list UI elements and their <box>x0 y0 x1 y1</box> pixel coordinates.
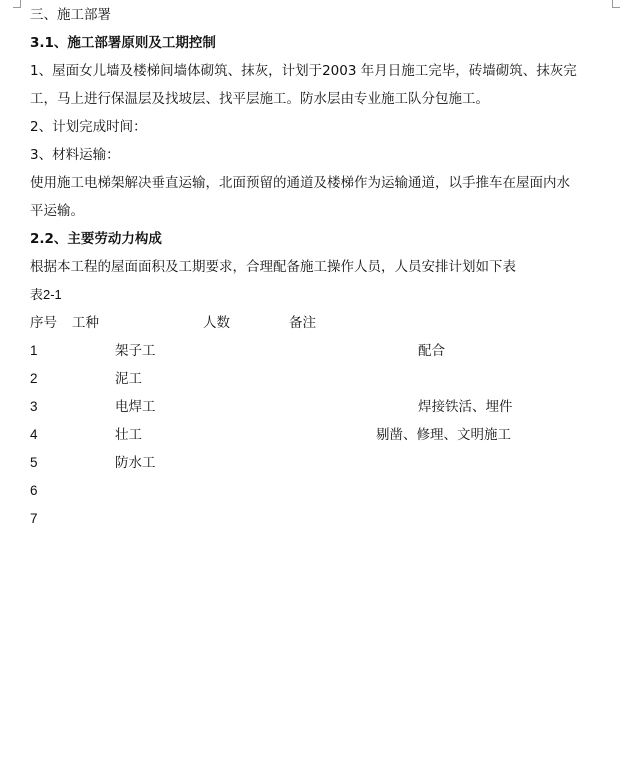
crop-mark-top-right-v <box>612 0 613 7</box>
table-row-no: 5 <box>30 455 38 470</box>
paragraph-4-line-2: 平运输。 <box>30 203 84 219</box>
table-row-no: 1 <box>30 343 38 358</box>
table-row-no: 4 <box>30 427 38 442</box>
paragraph-2: 2、计划完成时间： <box>30 119 147 135</box>
heading-construction-deployment: 三、施工部署 <box>30 7 111 23</box>
crop-mark-top-left-v <box>20 0 21 7</box>
crop-mark-top-left-h <box>13 7 21 8</box>
table-row-no: 3 <box>30 399 38 414</box>
paragraph-1-line-1: 1、屋面女儿墙及楼梯间墙体砌筑、抹灰，计划于2003 年月日施工完毕，砖墙砌筑、抹灰完 <box>30 63 577 79</box>
table-row-no: 7 <box>30 511 38 526</box>
table-row-trade: 架子工 <box>115 343 156 359</box>
table-row-trade: 电焊工 <box>115 399 156 415</box>
table-caption: 表2-1 <box>30 287 62 302</box>
table-row-trade: 壮工 <box>115 427 142 443</box>
table-header-count: 人数 <box>203 315 230 331</box>
section-2-2-heading: 2.2、主要劳动力构成 <box>30 231 162 247</box>
table-row-note: 剔凿、修理、文明施工 <box>376 427 511 443</box>
section-3-1-heading: 3.1、施工部署原则及工期控制 <box>30 35 216 51</box>
paragraph-3: 3、材料运输： <box>30 147 120 163</box>
crop-mark-top-right-h <box>612 7 620 8</box>
table-row-trade: 防水工 <box>115 455 156 471</box>
table-row-note: 焊接铁活、埋件 <box>418 399 513 415</box>
paragraph-1-line-2: 工，马上进行保温层及找坡层、找平层施工。防水层由专业施工队分包施工。 <box>30 91 489 107</box>
table-row-trade: 泥工 <box>115 371 142 387</box>
table-row-no: 2 <box>30 371 38 386</box>
paragraph-5: 根据本工程的屋面面积及工期要求，合理配备施工操作人员，人员安排计划如下表 <box>30 259 516 275</box>
table-header-trade: 工种 <box>72 315 99 331</box>
table-row-no: 6 <box>30 483 38 498</box>
table-header-no: 序号 <box>30 315 57 331</box>
table-header-note: 备注 <box>289 315 316 331</box>
paragraph-4-line-1: 使用施工电梯架解决垂直运输，北面预留的通道及楼梯作为运输通道，以手推车在屋面内水 <box>30 175 570 191</box>
table-row-note: 配合 <box>418 343 445 359</box>
